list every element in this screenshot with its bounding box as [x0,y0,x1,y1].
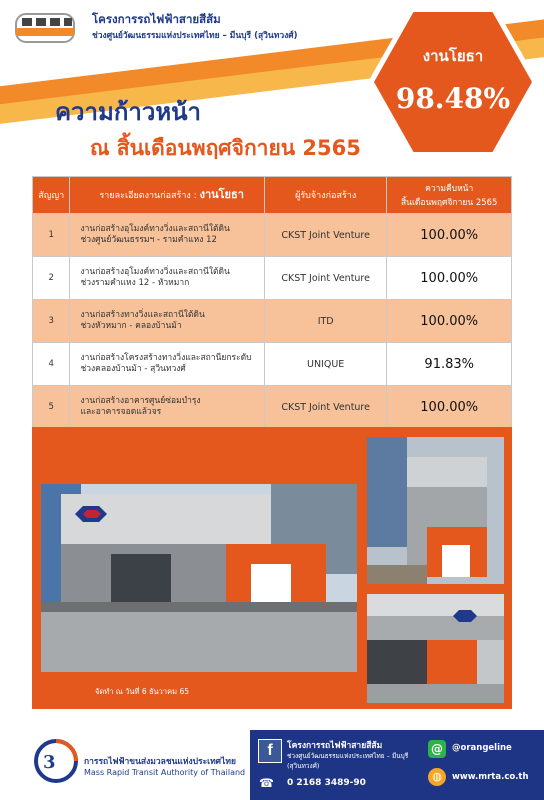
row-desc-line2: ช่วงคลองบ้านม้า - สุวินทวงศ์ [80,364,186,374]
row-description [70,300,264,343]
row-progress: 100.00% [387,386,512,429]
header-description [70,177,264,214]
station-photo-top-right [367,437,504,584]
header-description-main: งานโยธา [199,187,244,201]
row-contract-no: 5 [33,386,70,429]
row-desc-line2: ช่วงรามคำแหง 12 - หัวหมาก [80,278,190,288]
station-photo-bottom-right [367,594,504,703]
project-name: โครงการรถไฟฟ้าสายสีส้ม [92,12,221,26]
row-progress: 91.83% [387,343,512,386]
row-contract-no: 3 [33,300,70,343]
project-subtitle: ช่วงศูนย์วัฒนธรรมแห่งประเทศไทย – มีนบุรี (สุวินทวงศ์) [92,31,298,41]
row-desc-line2: ช่วงศูนย์วัฒนธรรมฯ - รามคำแหง 12 [80,235,217,245]
row-description [70,343,264,386]
hexagon-value: 98.48% [395,82,511,115]
social-handle[interactable]: @orangeline [452,743,512,753]
table-row [33,214,512,257]
photo-caption: จัดทำ ณ วันที่ 6 ธันวาคม 65 [95,687,189,696]
line-at-icon[interactable]: @ [428,740,446,758]
row-desc-line2: ช่วงหัวหมาก - คลองบ้านม้า [80,321,182,331]
table-row [33,300,512,343]
page-subtitle: ณ สิ้นเดือนพฤศจิกายน 2565 [90,136,361,160]
row-contract-no: 1 [33,214,70,257]
train-icon [14,10,78,46]
header-progress [387,177,512,214]
row-desc-line1: งานก่อสร้างอุโมงค์ทางวิ่งและสถานีใต้ดิน [80,267,230,277]
row-progress: 100.00% [387,214,512,257]
facebook-icon[interactable]: f [258,739,282,763]
row-progress: 100.00% [387,257,512,300]
phone-icon: ☎ [259,776,274,790]
row-description [70,257,264,300]
station-photo-main [41,484,357,672]
row-desc-line2: และอาคารจอดแล้วจร [80,407,162,417]
org-name-thai: การรถไฟฟ้าขนส่งมวลชนแห่งประเทศไทย [84,757,236,767]
phone-number[interactable]: 0 2168 3489-90 [287,778,366,788]
mrta-30-anniversary-logo [30,737,82,789]
header-contractor: ผู้รับจ้างก่อสร้าง [264,177,387,214]
row-contractor: ITD [264,300,387,343]
row-desc-line1: งานก่อสร้างโครงสร้างทางวิ่งและสถานียกระดับ [80,353,252,363]
table-header-row [33,177,512,214]
facebook-page-sub2: (สุวินทวงศ์) [287,762,320,770]
row-progress: 100.00% [387,300,512,343]
table-row [33,386,512,429]
facebook-page-name[interactable]: โครงการรถไฟฟ้าสายสีส้ม [287,741,383,751]
row-contractor: CKST Joint Venture [264,386,387,429]
row-contract-no: 4 [33,343,70,386]
svg-text:3: 3 [43,752,56,773]
row-contractor: CKST Joint Venture [264,257,387,300]
row-contract-no: 2 [33,257,70,300]
header-progress-line2: สิ้นเดือนพฤศจิกายน 2565 [400,198,498,208]
row-description [70,386,264,429]
row-desc-line1: งานก่อสร้างอาคารศูนย์ซ่อมบำรุง [80,396,201,406]
globe-icon[interactable]: ◍ [428,768,446,786]
row-contractor: UNIQUE [264,343,387,386]
row-description [70,214,264,257]
facebook-page-sub1: ช่วงศูนย์วัฒนธรรมแห่งประเทศไทย – มีนบุรี [287,752,409,760]
table-row [33,343,512,386]
header-contract: สัญญา [33,177,70,214]
org-name-english: Mass Rapid Transit Authority of Thailand [84,768,246,777]
row-contractor: CKST Joint Venture [264,214,387,257]
header-progress-line1: ความคืบหน้า [425,184,474,194]
row-desc-line1: งานก่อสร้างทางวิ่งและสถานีใต้ดิน [80,310,205,320]
header-description-prefix: รายละเอียดงานก่อสร้าง : [99,190,200,201]
page-title: ความก้าวหน้า [55,98,202,126]
table-row [33,257,512,300]
website-link[interactable]: www.mrta.co.th [452,772,529,782]
hexagon-label: งานโยธา [422,47,484,65]
row-desc-line1: งานก่อสร้างอุโมงค์ทางวิ่งและสถานีใต้ดิน [80,224,230,234]
